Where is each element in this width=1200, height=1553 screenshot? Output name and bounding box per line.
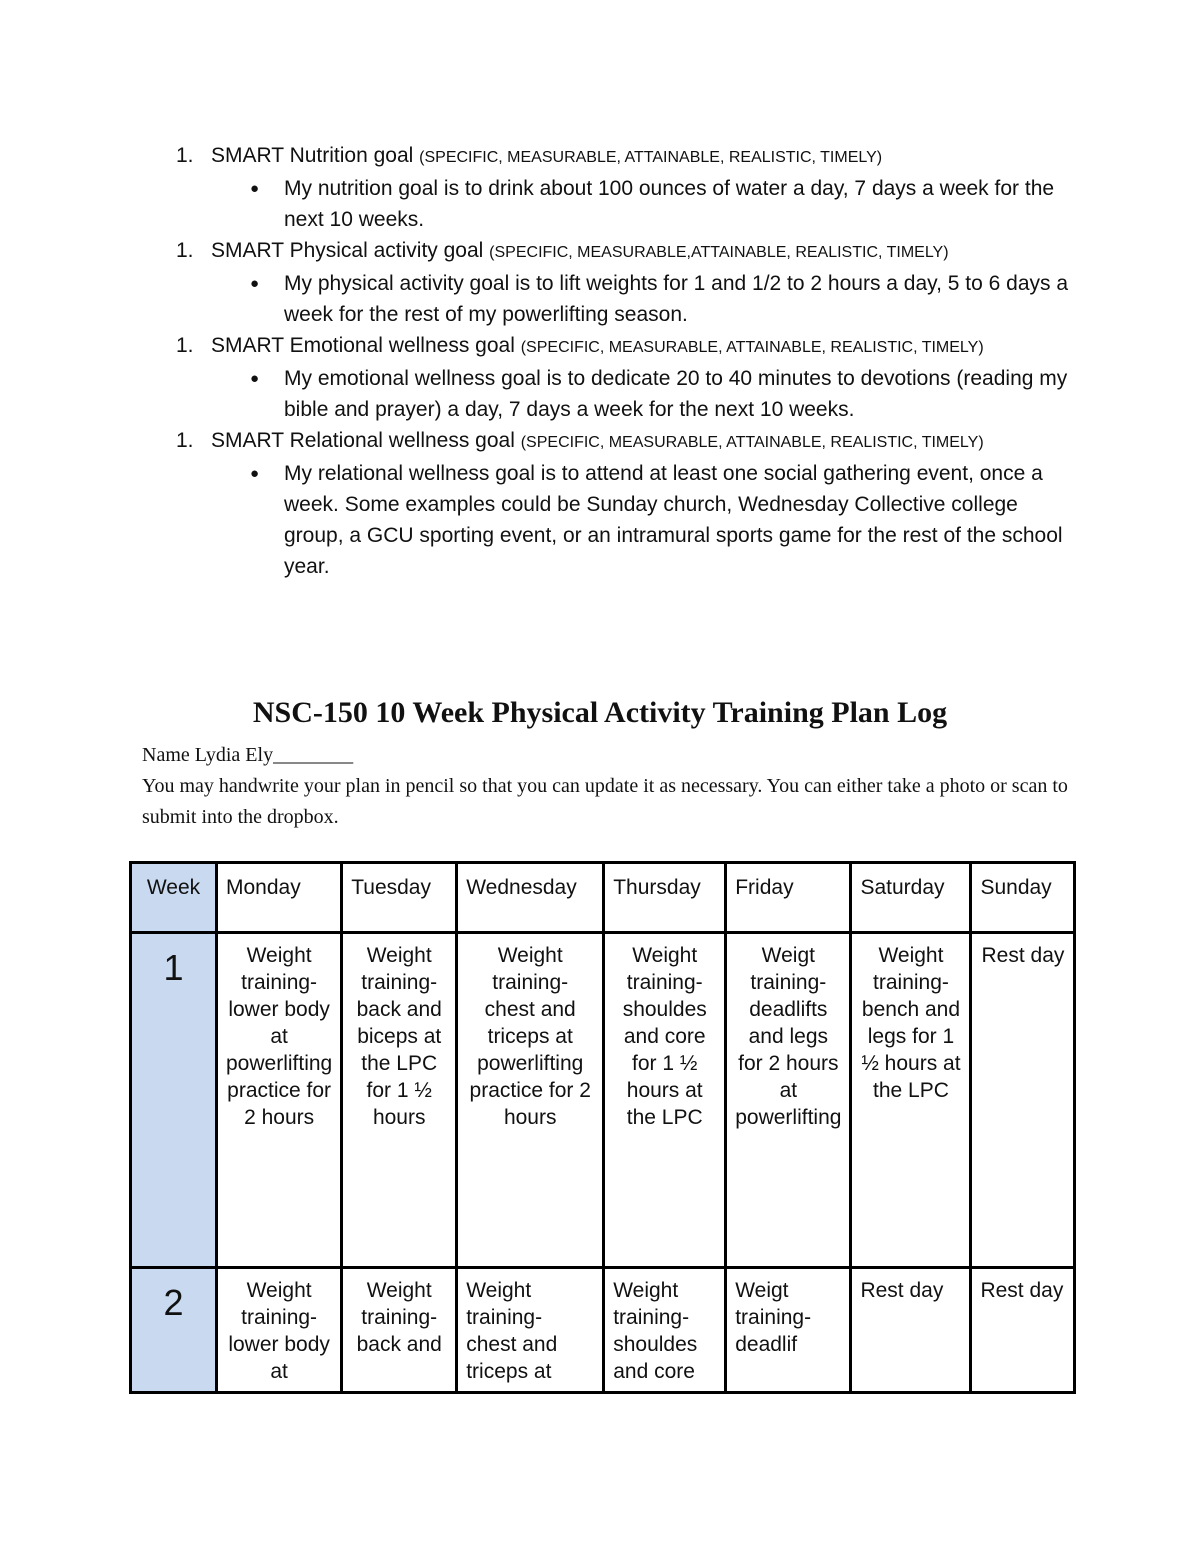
day-cell-sunday: Rest day (971, 933, 1075, 1268)
goal-number: 1. (176, 334, 194, 357)
table-row-week-2 (131, 1268, 1075, 1393)
goal-text: My physical activity goal is to lift weights for 1 and 1/2 to 2 hours a day, 5 to 6 days a week for the rest of my powerlifting season. (284, 272, 1069, 326)
day-cell-friday: Weigt training- deadlifts and legs for 2 hours at powerlifting (726, 933, 851, 1268)
day-cell-monday: Weight training- lower body at (217, 1268, 342, 1393)
goal-criteria: (SPECIFIC, MEASURABLE, ATTAINABLE, REALISTIC, TIMELY) (419, 149, 883, 166)
table-row-week-1 (131, 933, 1075, 1268)
day-cell-monday: Weight training- lower body at powerlifting practice for 2 hours (217, 933, 342, 1268)
goal-text: My emotional wellness goal is to dedicate 20 to 40 minutes to devotions (reading my bible and prayer) a day, 7 days a week for the next 10 weeks. (284, 367, 1068, 421)
name-line: Name Lydia Ely________ (142, 744, 354, 766)
goal-heading: SMART Nutrition goal (211, 144, 414, 167)
table-header-row (131, 863, 1075, 933)
goal-heading: SMART Physical activity goal (211, 239, 484, 262)
header-wednesday: Wednesday (457, 863, 604, 933)
day-cell-saturday: Rest day (851, 1268, 971, 1393)
goal-heading: SMART Relational wellness goal (211, 429, 515, 452)
goal-relational-wellness (176, 425, 1076, 582)
week-number: 1 (163, 947, 184, 988)
week-number: 2 (163, 1282, 184, 1323)
goal-number: 1. (176, 429, 194, 452)
goal-number: 1. (176, 144, 194, 167)
bullet-icon: ● (250, 180, 260, 197)
day-cell-thursday: Weight training- shouldes and core (604, 1268, 726, 1393)
day-cell-tuesday: Weight training- back and biceps at the LPC for 1 ½ hours (342, 933, 457, 1268)
header-week: Week (131, 863, 217, 933)
training-plan-table (129, 861, 1076, 1394)
day-cell-friday: Weigt training- deadlif (726, 1268, 851, 1393)
goal-number: 1. (176, 239, 194, 262)
header-sunday: Sunday (971, 863, 1075, 933)
log-title: NSC-150 10 Week Physical Activity Training Plan Log (252, 696, 948, 729)
bullet-icon: ● (250, 465, 260, 482)
day-cell-thursday: Weight training- shouldes and core for 1 ½ hours at the LPC (604, 933, 726, 1268)
goal-heading: SMART Emotional wellness goal (211, 334, 515, 357)
instructions-text: You may handwrite your plan in pencil so that you can update it as necessary. You can either take a photo or scan to submit into the dropbox. (142, 775, 1068, 828)
bullet-icon: ● (250, 370, 260, 387)
smart-goals-list (176, 140, 1076, 582)
week-cell (131, 933, 217, 1268)
header-friday: Friday (726, 863, 851, 933)
goal-physical-activity (176, 235, 1076, 330)
goal-text: My nutrition goal is to drink about 100 ounces of water a day, 7 days a week for the next 10 weeks. (284, 177, 1055, 231)
goal-criteria: (SPECIFIC, MEASURABLE, ATTAINABLE, REALISTIC, TIMELY) (520, 434, 984, 451)
goal-criteria: (SPECIFIC, MEASURABLE,ATTAINABLE, REALISTIC, TIMELY) (489, 244, 949, 261)
goal-text: My relational wellness goal is to attend at least one social gathering event, once a week. Some examples could be Sunday church, Wednesday Collective college group, a GCU sporting event, or an intramural sports game for the rest of the school year. (284, 462, 1063, 578)
header-saturday: Saturday (851, 863, 971, 933)
goal-criteria: (SPECIFIC, MEASURABLE, ATTAINABLE, REALISTIC, TIMELY) (520, 339, 984, 356)
day-cell-wednesday: Weight training- chest and triceps at (457, 1268, 604, 1393)
day-cell-tuesday: Weight training- back and (342, 1268, 457, 1393)
header-monday: Monday (217, 863, 342, 933)
header-tuesday: Tuesday (342, 863, 457, 933)
goal-nutrition (176, 140, 1076, 235)
week-cell (131, 1268, 217, 1393)
day-cell-saturday: Weight training- bench and legs for 1 ½ hours at the LPC (851, 933, 971, 1268)
goal-emotional-wellness (176, 330, 1076, 425)
day-cell-sunday: Rest day (971, 1268, 1075, 1393)
log-meta (142, 740, 1072, 833)
day-cell-wednesday: Weight training- chest and triceps at powerlifting practice for 2 hours (457, 933, 604, 1268)
header-thursday: Thursday (604, 863, 726, 933)
bullet-icon: ● (250, 275, 260, 292)
